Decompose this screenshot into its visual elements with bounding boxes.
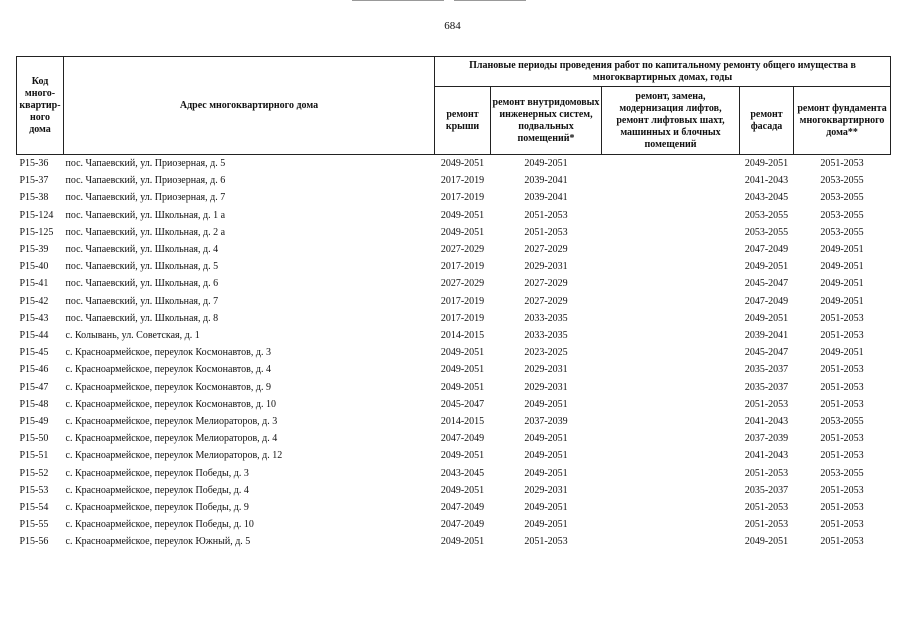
cell-facade: 2035-2037 [744, 364, 789, 376]
cell-code: P15-38 [19, 192, 49, 204]
cell-foundation: 2051-2053 [820, 312, 864, 324]
cell-roof: 2017-2019 [440, 261, 485, 273]
cell-facade: 2049-2051 [744, 158, 789, 169]
cell-systems: 2049-2051 [524, 467, 568, 479]
cell-elevators [602, 155, 740, 173]
cell-facade: 2051-2053 [744, 519, 789, 531]
cell-facade: 2037-2039 [744, 433, 789, 445]
cell-facade: 2053-2055 [744, 226, 789, 238]
cell-systems: 2049-2051 [524, 519, 568, 531]
cell-foundation: 2049-2051 [820, 261, 864, 273]
cell-foundation: 2051-2053 [820, 398, 864, 410]
top-edge-mark [454, 0, 526, 1]
cell-elevators [602, 447, 740, 464]
cell-elevators [602, 516, 740, 533]
cell-foundation: 2051-2053 [820, 381, 864, 393]
table-row [17, 396, 891, 413]
cell-facade: 2051-2053 [744, 502, 789, 514]
table-row [17, 207, 891, 224]
cell-systems: 2049-2051 [524, 433, 568, 445]
cell-foundation: 2049-2051 [820, 278, 864, 290]
cell-address: пос. Чапаевский, ул. Приозерная, д. 5 [65, 158, 226, 169]
cell-foundation: 2053-2055 [820, 467, 864, 479]
table-row [17, 327, 891, 344]
cell-code: P15-48 [19, 398, 49, 410]
cell-address: с. Красноармейское, переулок Победы, д. 4 [65, 484, 249, 496]
table-row [17, 482, 891, 499]
cell-code: P15-125 [19, 226, 54, 238]
table-row [17, 533, 891, 550]
cell-systems: 2029-2031 [524, 381, 568, 393]
cell-elevators [602, 207, 740, 224]
cell-roof: 2049-2051 [440, 347, 485, 359]
cell-elevators [602, 224, 740, 241]
cell-systems: 2037-2039 [524, 416, 568, 428]
cell-address: пос. Чапаевский, ул. Школьная, д. 2 а [65, 226, 226, 238]
cell-code: P15-50 [19, 433, 49, 445]
table-row [17, 189, 891, 206]
cell-foundation: 2051-2053 [820, 433, 864, 445]
cell-address: с. Красноармейское, переулок Победы, д. 10 [65, 519, 254, 531]
cell-foundation: 2053-2055 [820, 175, 864, 187]
cell-foundation: 2049-2051 [820, 295, 864, 307]
cell-code: P15-56 [19, 536, 49, 548]
cell-address: пос. Чапаевский, ул. Школьная, д. 5 [65, 261, 219, 273]
cell-roof: 2017-2019 [440, 295, 485, 307]
cell-code: P15-54 [19, 502, 49, 514]
cell-facade: 2045-2047 [744, 278, 789, 290]
cell-roof: 2049-2051 [440, 484, 485, 496]
table-row [17, 241, 891, 258]
cell-code: P15-42 [19, 295, 49, 307]
cell-elevators [602, 499, 740, 516]
cell-facade: 2045-2047 [744, 347, 789, 359]
table-body [17, 155, 891, 551]
cell-address: с. Красноармейское, переулок Победы, д. 3 [65, 467, 249, 479]
header-roof: ремонт крыши [435, 87, 491, 155]
cell-address: пос. Чапаевский, ул. Школьная, д. 6 [65, 278, 219, 290]
cell-elevators [602, 241, 740, 258]
cell-systems: 2049-2051 [524, 502, 568, 514]
table-row [17, 224, 891, 241]
cell-systems: 2033-2035 [524, 312, 568, 324]
cell-address: пос. Чапаевский, ул. Приозерная, д. 6 [65, 175, 226, 187]
cell-roof: 2049-2051 [440, 209, 485, 221]
table-row [17, 310, 891, 327]
cell-elevators [602, 327, 740, 344]
header-systems: ремонт внутридомовых инженерных систем, подвальных помещений* [491, 87, 602, 155]
cell-systems: 2049-2051 [524, 158, 568, 169]
cell-elevators [602, 465, 740, 482]
cell-foundation: 2051-2053 [820, 484, 864, 496]
cell-facade: 2047-2049 [744, 295, 789, 307]
cell-code: P15-55 [19, 519, 49, 531]
cell-foundation: 2051-2053 [820, 158, 864, 169]
cell-systems: 2027-2029 [524, 295, 568, 307]
cell-elevators [602, 482, 740, 499]
cell-facade: 2049-2051 [744, 312, 789, 324]
cell-foundation: 2051-2053 [820, 536, 864, 548]
cell-roof: 2017-2019 [440, 312, 485, 324]
cell-address: с. Красноармейское, переулок Космонавтов, д. 3 [65, 347, 271, 359]
cell-address: с. Красноармейское, переулок Космонавтов, д. 4 [65, 364, 271, 376]
cell-roof: 2049-2051 [440, 226, 485, 238]
table-row [17, 361, 891, 378]
cell-address: с. Красноармейское, переулок Мелиораторов, д. 4 [65, 433, 278, 445]
cell-facade: 2043-2045 [744, 192, 789, 204]
cell-address: пос. Чапаевский, ул. Школьная, д. 1 а [65, 209, 226, 221]
cell-elevators [602, 275, 740, 292]
cell-address: с. Красноармейское, переулок Южный, д. 5 [65, 536, 251, 548]
cell-facade: 2047-2049 [744, 244, 789, 256]
cell-roof: 2014-2015 [440, 330, 485, 342]
cell-code: P15-45 [19, 347, 49, 359]
cell-roof: 2047-2049 [440, 519, 485, 531]
cell-address: с. Красноармейское, переулок Космонавтов, д. 10 [65, 398, 276, 410]
cell-code: P15-39 [19, 244, 49, 256]
cell-address: пос. Чапаевский, ул. Школьная, д. 8 [65, 312, 219, 324]
cell-address: с. Красноармейское, переулок Победы, д. 9 [65, 502, 249, 514]
cell-elevators [602, 361, 740, 378]
top-edge-mark [352, 0, 444, 1]
cell-foundation: 2051-2053 [820, 502, 864, 514]
table-row [17, 258, 891, 275]
cell-roof: 2047-2049 [440, 433, 485, 445]
cell-systems: 2039-2041 [524, 192, 568, 204]
cell-systems: 2049-2051 [524, 398, 568, 410]
table-row [17, 155, 891, 173]
cell-elevators [602, 379, 740, 396]
table-row [17, 516, 891, 533]
cell-foundation: 2049-2051 [820, 347, 864, 359]
cell-foundation: 2053-2055 [820, 192, 864, 204]
cell-elevators [602, 430, 740, 447]
table-row [17, 499, 891, 516]
table-row [17, 413, 891, 430]
table-row [17, 430, 891, 447]
cell-address: с. Красноармейское, переулок Мелиораторов, д. 12 [65, 450, 283, 462]
cell-facade: 2049-2051 [744, 536, 789, 548]
cell-facade: 2035-2037 [744, 484, 789, 496]
cell-elevators [602, 396, 740, 413]
cell-roof: 2043-2045 [440, 467, 485, 479]
cell-foundation: 2049-2051 [820, 244, 864, 256]
cell-elevators [602, 172, 740, 189]
table-row [17, 172, 891, 189]
page-number: 684 [444, 20, 461, 32]
cell-facade: 2041-2043 [744, 175, 789, 187]
cell-elevators [602, 413, 740, 430]
cell-address: пос. Чапаевский, ул. Школьная, д. 4 [65, 244, 219, 256]
cell-foundation: 2051-2053 [820, 330, 864, 342]
header-elevators: ремонт, замена, модернизация лифтов, ремонт лифтовых шахт, машинных и блочных помещений [602, 87, 740, 155]
cell-code: P15-47 [19, 381, 49, 393]
cell-code: P15-46 [19, 364, 49, 376]
capital-repair-table [16, 56, 891, 551]
cell-code: P15-40 [19, 261, 49, 273]
cell-systems: 2029-2031 [524, 484, 568, 496]
cell-elevators [602, 310, 740, 327]
cell-facade: 2051-2053 [744, 398, 789, 410]
cell-code: P15-124 [19, 209, 54, 221]
cell-code: P15-36 [19, 158, 49, 169]
cell-elevators [602, 344, 740, 361]
cell-code: P15-44 [19, 330, 49, 342]
cell-systems: 2051-2053 [524, 209, 568, 221]
cell-code: P15-49 [19, 416, 49, 428]
cell-elevators [602, 258, 740, 275]
cell-foundation: 2051-2053 [820, 364, 864, 376]
cell-elevators [602, 293, 740, 310]
cell-systems: 2039-2041 [524, 175, 568, 187]
table-row [17, 344, 891, 361]
cell-systems: 2029-2031 [524, 364, 568, 376]
cell-address: пос. Чапаевский, ул. Приозерная, д. 7 [65, 192, 226, 204]
cell-facade: 2049-2051 [744, 261, 789, 273]
cell-code: P15-43 [19, 312, 49, 324]
header-facade: ремонт фасада [740, 87, 794, 155]
cell-facade: 2053-2055 [744, 209, 789, 221]
cell-roof: 2049-2051 [440, 536, 485, 548]
cell-roof: 2017-2019 [440, 175, 485, 187]
cell-address: с. Красноармейское, переулок Мелиораторов, д. 3 [65, 416, 278, 428]
cell-foundation: 2053-2055 [820, 416, 864, 428]
cell-roof: 2027-2029 [440, 278, 485, 290]
table-row [17, 379, 891, 396]
cell-code: P15-51 [19, 450, 49, 462]
table-row [17, 465, 891, 482]
cell-systems: 2023-2025 [524, 347, 568, 359]
cell-systems: 2051-2053 [524, 226, 568, 238]
header-code: Код много-квартир-ного дома [17, 57, 64, 155]
cell-roof: 2049-2051 [440, 158, 485, 169]
cell-facade: 2041-2043 [744, 416, 789, 428]
cell-roof: 2027-2029 [440, 244, 485, 256]
cell-facade: 2039-2041 [744, 330, 789, 342]
cell-facade: 2035-2037 [744, 381, 789, 393]
header-foundation: ремонт фундамента многоквартирного дома** [794, 87, 891, 155]
cell-code: P15-53 [19, 484, 49, 496]
cell-roof: 2049-2051 [440, 450, 485, 462]
cell-code: P15-37 [19, 175, 49, 187]
cell-systems: 2051-2053 [524, 536, 568, 548]
cell-address: с. Колывань, ул. Советская, д. 1 [65, 330, 200, 342]
cell-systems: 2033-2035 [524, 330, 568, 342]
cell-foundation: 2053-2055 [820, 226, 864, 238]
cell-address: с. Красноармейское, переулок Космонавтов, д. 9 [65, 381, 271, 393]
cell-facade: 2041-2043 [744, 450, 789, 462]
cell-roof: 2014-2015 [440, 416, 485, 428]
cell-address: пос. Чапаевский, ул. Школьная, д. 7 [65, 295, 219, 307]
cell-roof: 2047-2049 [440, 502, 485, 514]
header-address: Адрес многоквартирного дома [64, 57, 435, 155]
cell-systems: 2027-2029 [524, 278, 568, 290]
cell-systems: 2049-2051 [524, 450, 568, 462]
cell-systems: 2027-2029 [524, 244, 568, 256]
cell-elevators [602, 533, 740, 550]
cell-systems: 2029-2031 [524, 261, 568, 273]
cell-foundation: 2053-2055 [820, 209, 864, 221]
cell-elevators [602, 189, 740, 206]
table-row [17, 293, 891, 310]
cell-code: P15-41 [19, 278, 49, 290]
table-row [17, 275, 891, 292]
header-periods: Плановые периоды проведения работ по капитальному ремонту общего имущества в многоквартирных домах, годы [435, 57, 891, 87]
cell-roof: 2049-2051 [440, 381, 485, 393]
cell-code: P15-52 [19, 467, 49, 479]
cell-roof: 2017-2019 [440, 192, 485, 204]
table-row [17, 447, 891, 464]
cell-roof: 2045-2047 [440, 398, 485, 410]
cell-roof: 2049-2051 [440, 364, 485, 376]
cell-foundation: 2051-2053 [820, 450, 864, 462]
cell-facade: 2051-2053 [744, 467, 789, 479]
cell-foundation: 2051-2053 [820, 519, 864, 531]
